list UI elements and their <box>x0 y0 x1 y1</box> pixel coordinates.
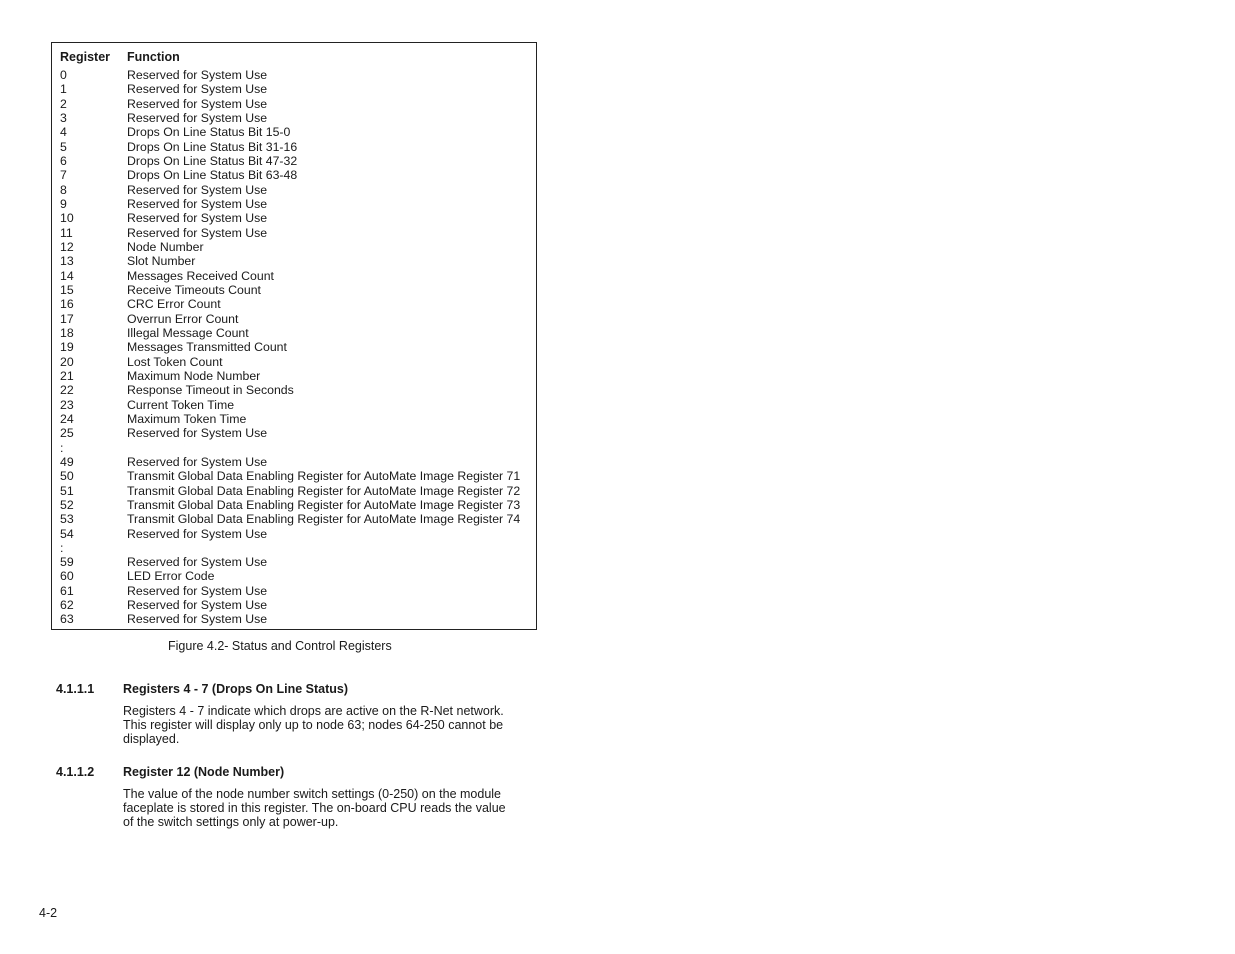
register-function: Maximum Token Time <box>127 411 247 426</box>
register-number: 14 <box>60 268 74 283</box>
register-function: Transmit Global Data Enabling Register for AutoMate Image Register 71 <box>127 469 521 484</box>
register-number: 51 <box>60 483 74 498</box>
table-row <box>60 369 532 383</box>
table-body <box>60 68 532 627</box>
register-number: 7 <box>60 168 67 183</box>
body-line: of the switch settings only at power-up. <box>123 815 339 830</box>
table-row <box>60 541 532 555</box>
body-line: displayed. <box>123 732 180 747</box>
register-number: 53 <box>60 512 74 527</box>
register-number: 52 <box>60 497 74 512</box>
table-row <box>60 527 532 541</box>
register-number: 12 <box>60 239 74 254</box>
register-function: Reserved for System Use <box>127 225 268 240</box>
register-function: Transmit Global Data Enabling Register for AutoMate Image Register 74 <box>127 512 521 527</box>
section-number: 4.1.1.1 <box>56 682 95 696</box>
table-row <box>60 584 532 598</box>
register-number: 8 <box>60 182 67 197</box>
header-register: Register <box>60 50 111 64</box>
register-function: Illegal Message Count <box>127 325 249 340</box>
register-function: Lost Token Count <box>127 354 223 369</box>
body-line: This register will display only up to node 63; nodes 64-250 cannot be <box>123 718 504 733</box>
register-number: 9 <box>60 196 67 211</box>
table-row <box>60 226 532 240</box>
register-number: 21 <box>60 368 74 383</box>
register-number: 60 <box>60 569 74 584</box>
body-line: The value of the node number switch settings (0-250) on the module <box>123 787 501 801</box>
table-row <box>60 469 532 483</box>
register-number: 62 <box>60 598 74 613</box>
section-number: 4.1.1.2 <box>56 765 95 779</box>
register-function: Transmit Global Data Enabling Register for AutoMate Image Register 73 <box>127 497 521 512</box>
table-row <box>60 569 532 583</box>
table-row <box>60 197 532 211</box>
table-row <box>60 269 532 283</box>
table-row <box>60 211 532 225</box>
register-number: 23 <box>60 397 74 412</box>
table-row <box>60 612 532 626</box>
register-function: Reserved for System Use <box>127 454 268 469</box>
register-function: Reserved for System Use <box>127 583 268 598</box>
register-number: 50 <box>60 469 74 484</box>
register-function: Reserved for System Use <box>127 526 268 541</box>
table-row <box>60 340 532 354</box>
register-table <box>51 42 537 630</box>
body-line: Registers 4 - 7 indicate which drops are active on the R-Net network. <box>123 704 504 718</box>
register-function: Reserved for System Use <box>127 598 268 613</box>
register-function: Reserved for System Use <box>127 110 268 125</box>
register-number: 17 <box>60 311 74 326</box>
table-row <box>60 168 532 182</box>
register-function: Reserved for System Use <box>127 612 268 627</box>
register-function: Receive Timeouts Count <box>127 282 261 297</box>
table-row <box>60 598 532 612</box>
register-function: Reserved for System Use <box>127 426 268 441</box>
register-number: : <box>60 540 64 555</box>
table-row <box>60 441 532 455</box>
register-number: 63 <box>60 612 74 627</box>
register-number: 2 <box>60 96 67 111</box>
register-number: 19 <box>60 340 74 355</box>
register-function: Overrun Error Count <box>127 311 239 326</box>
register-number: 18 <box>60 325 74 340</box>
table-row <box>60 312 532 326</box>
register-function: Reserved for System Use <box>127 555 268 570</box>
register-function: Reserved for System Use <box>127 182 268 197</box>
register-function: Reserved for System Use <box>127 196 268 211</box>
register-function: Messages Received Count <box>127 268 274 283</box>
register-function: Maximum Node Number <box>127 368 261 383</box>
register-function: CRC Error Count <box>127 297 221 312</box>
register-number: 59 <box>60 555 74 570</box>
section-body <box>123 787 523 830</box>
register-number: 0 <box>60 68 67 82</box>
register-function: Messages Transmitted Count <box>127 340 287 355</box>
register-number: : <box>60 440 64 455</box>
table-row <box>60 455 532 469</box>
register-function: Current Token Time <box>127 397 235 412</box>
table-row <box>60 154 532 168</box>
table-row <box>60 383 532 397</box>
register-number: 22 <box>60 383 74 398</box>
table-row <box>60 512 532 526</box>
table-row <box>60 254 532 268</box>
table-row <box>60 326 532 340</box>
table-row <box>60 426 532 440</box>
table-row <box>60 355 532 369</box>
register-number: 13 <box>60 254 74 269</box>
register-function: Drops On Line Status Bit 31-16 <box>127 139 298 154</box>
register-function: Drops On Line Status Bit 47-32 <box>127 153 298 168</box>
register-number: 15 <box>60 282 74 297</box>
register-function: Reserved for System Use <box>127 82 268 97</box>
register-function: Drops On Line Status Bit 15-0 <box>127 125 291 140</box>
header-function: Function <box>127 50 180 64</box>
register-number: 3 <box>60 110 67 125</box>
table-row <box>60 484 532 498</box>
table-row <box>60 498 532 512</box>
table-row <box>60 297 532 311</box>
register-function: Node Number <box>127 239 204 254</box>
section-title: Register 12 (Node Number) <box>123 765 285 779</box>
section-body <box>123 704 523 747</box>
section-title: Registers 4 - 7 (Drops On Line Status) <box>123 682 349 696</box>
page-number: 4-2 <box>39 906 58 920</box>
register-function: Reserved for System Use <box>127 211 268 226</box>
register-number: 4 <box>60 125 67 140</box>
register-function: LED Error Code <box>127 569 215 584</box>
table-row <box>60 140 532 154</box>
register-number: 49 <box>60 454 74 469</box>
register-number: 11 <box>60 225 73 240</box>
table-row <box>60 183 532 197</box>
register-number: 24 <box>60 411 74 426</box>
register-function: Response Timeout in Seconds <box>127 383 294 398</box>
table-row <box>60 555 532 569</box>
table-row <box>60 240 532 254</box>
register-number: 25 <box>60 426 74 441</box>
register-number: 5 <box>60 139 67 154</box>
register-function: Transmit Global Data Enabling Register for AutoMate Image Register 72 <box>127 483 521 498</box>
table-row <box>60 111 532 125</box>
table-row <box>60 398 532 412</box>
table-row <box>60 68 532 82</box>
register-number: 10 <box>60 211 74 226</box>
table-row <box>60 412 532 426</box>
figure-caption: Figure 4.2- Status and Control Registers <box>168 639 392 653</box>
register-number: 20 <box>60 354 74 369</box>
register-number: 1 <box>60 82 67 97</box>
register-function: Reserved for System Use <box>127 96 268 111</box>
register-function: Reserved for System Use <box>127 68 268 82</box>
register-number: 6 <box>60 153 67 168</box>
table-row <box>60 125 532 139</box>
register-number: 16 <box>60 297 74 312</box>
body-line: faceplate is stored in this register. The on-board CPU reads the value <box>123 801 506 816</box>
register-function: Drops On Line Status Bit 63-48 <box>127 168 298 183</box>
register-number: 54 <box>60 526 74 541</box>
register-number: 61 <box>60 583 74 598</box>
table-row <box>60 97 532 111</box>
register-function: Slot Number <box>127 254 196 269</box>
table-row <box>60 283 532 297</box>
table-row <box>60 82 532 96</box>
